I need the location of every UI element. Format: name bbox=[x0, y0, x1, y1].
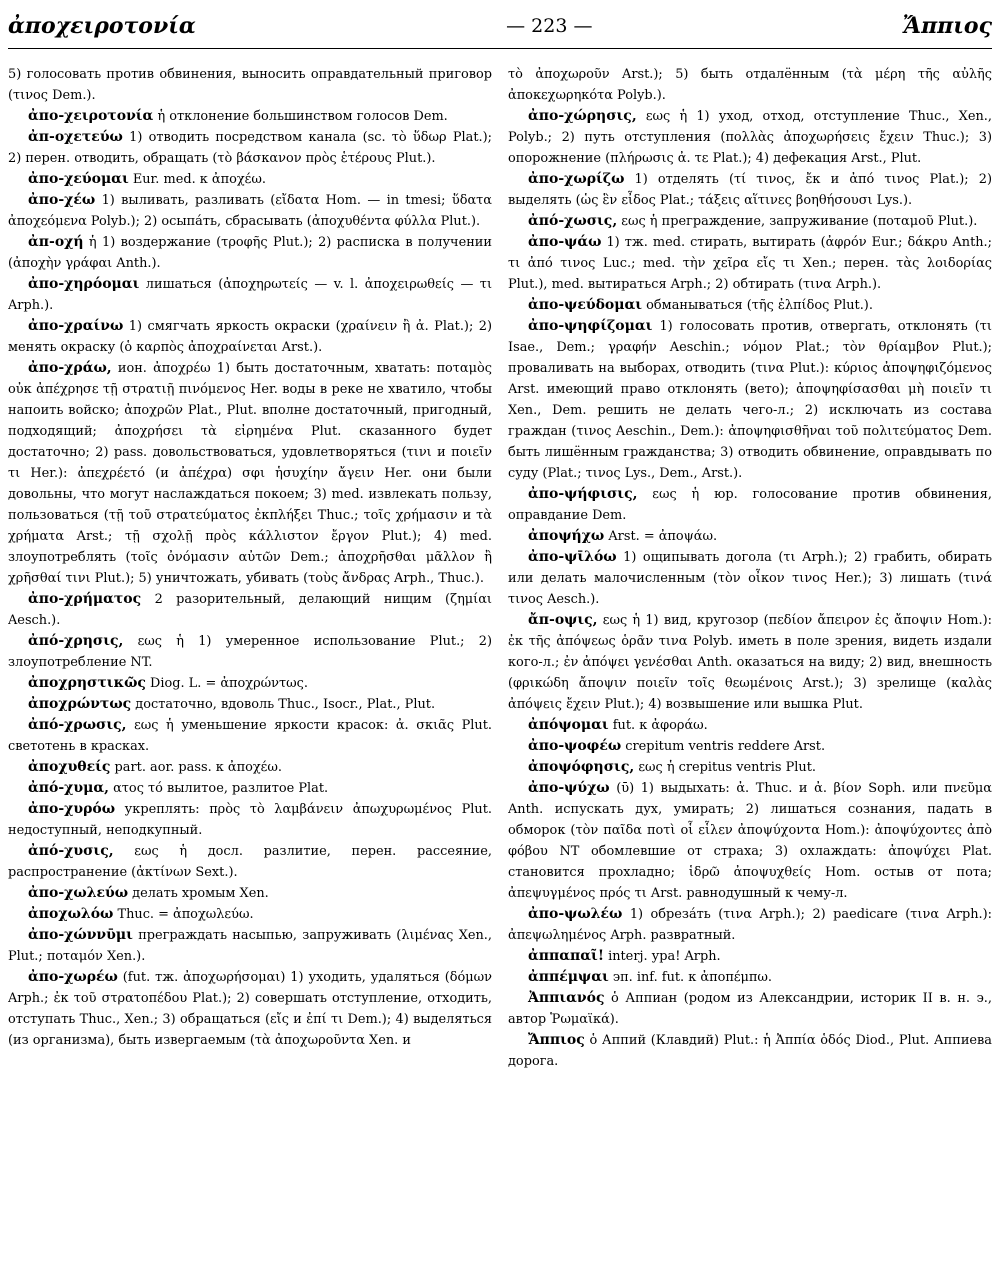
entry-headword: ἀπο-χώρησις, bbox=[528, 108, 637, 124]
dictionary-entry: ἀπο-χωρέω (fut. тж. ἀποχωρήσομαι) 1) уходить, удаляться (δόμων Arph.; ἐκ τοῦ στρατοπέδου Plat.); 2) совершать отступление, отходить, отступать Thuc., Xen.; 3) обращаться (εἴς и ἐπί τι Dem.); 4) выделяться (из организма), быть извергаемым (τὰ ἀποχωροῦντα Xen. и bbox=[8, 969, 492, 1048]
entry-headword: ἀπο-ψωλέω bbox=[528, 906, 623, 922]
header-rule bbox=[8, 48, 992, 49]
entry-headword: ἀποχρώντως bbox=[28, 696, 132, 712]
dictionary-entry: ἀπο-χρήματος 2 разорительный, делающий нищим (ζημίαι Aesch.). bbox=[8, 591, 492, 628]
entry-headword: ἀπο-ψήφισις, bbox=[528, 486, 638, 502]
dictionary-entry: τὸ ἀποχωροῦν Arst.); 5) быть отдалённым (τὰ μέρη τῆς αὐλῆς ἀποκεχωρηκότα Polyb.). bbox=[508, 67, 992, 103]
entry-headword: Ἄππιος bbox=[528, 1032, 585, 1048]
dictionary-entry: ἀπο-ψοφέω crepitum ventris reddere Arst. bbox=[528, 738, 826, 754]
entry-headword: ἀπο-ψεύδομαι bbox=[528, 297, 643, 313]
entry-headword: ἀπο-χωρίζω bbox=[528, 171, 625, 187]
entry-headword: ἀπ-οχή bbox=[28, 234, 84, 250]
running-head-right: Ἄππιος bbox=[902, 13, 992, 39]
dictionary-entry: ἀπόψομαι fut. к ἀφοράω. bbox=[528, 717, 708, 733]
dictionary-entry: ἀπό-χρησις, εως ἡ 1) умеренное использование Plut.; 2) злоупотребление NT. bbox=[8, 633, 492, 670]
dictionary-entry: ἀπό-χυμα, ατος τό вылитое, разлитое Plat. bbox=[28, 780, 329, 796]
page-header bbox=[8, 8, 992, 44]
entry-headword: ἀπο-ψύχω bbox=[528, 780, 610, 796]
entry-headword: ἄπ-οψις, bbox=[528, 612, 598, 628]
entry-headword: ἀπο-χράω, bbox=[28, 360, 112, 376]
dictionary-entry: ἀπό-χωσις, εως ἡ преграждение, запруживание (ποταμοῦ Plut.). bbox=[528, 213, 978, 229]
entry-headword: ἀπόψομαι bbox=[528, 717, 609, 733]
dictionary-entry: ἀπο-χώρησις, εως ἡ 1) уход, отход, отступление Thuc., Xen., Polyb.; 2) путь отступления (πολλὰς ἀποχωρήσεις ἔχειν Thuc.); 3) опорожнение (πλήρωσις ἀ. τε Plat.); 4) дефекация Arst., Plut. bbox=[508, 108, 992, 166]
dictionary-entry: ἀπο-χηρόομαι лишаться (ἀποχηρωτείς — v. l. ἀποχειρωθείς — τι Arph.). bbox=[8, 276, 492, 313]
dictionary-entry: ἀπ-οχή ἡ 1) воздержание (τροφῆς Plut.); 2) расписка в получении (ἀποχὴν γράφαι Anth.). bbox=[8, 234, 492, 271]
dictionary-entry: ἀπο-χωρίζω 1) отделять (τί τινος, ἔκ и ἀπό τινος Plat.); 2) выделять (ὡς ἓν εἶδος Plat.; τάξεις αἵτινες βοηθήσουσι Lys.). bbox=[508, 171, 992, 208]
dictionary-entry: ἀππαπαῖ! interj. ура! Arph. bbox=[528, 948, 721, 964]
entry-headword: ἀποψήχω bbox=[528, 528, 605, 544]
dictionary-entry: 5) голосовать против обвинения, выносить оправдательный приговор (τινος Dem.). bbox=[8, 67, 492, 103]
entry-headword: ἀποχωλόω bbox=[28, 906, 114, 922]
entry-headword: ἀπο-χραίνω bbox=[28, 318, 124, 334]
dictionary-entry: ἀπο-χράω, ион. ἀποχρέω 1) быть достаточным, хватать: ποταμὸς οὐκ ἀπέχρησε τῇ στρατιῇ πινόμενος Her. воды в реке не хватило, чтобы напоить войско; ἀποχρῶν Plat., Plut. вполне достаточный, пригодный, подходящий; ἀποχρήσει τὰ εἰρημένα Plut. сказанного будет достаточно; 2) pass. довольствоваться, удовлетворяться (τινι и ποιεῖν τι Her.): ἀπεχρέετό (и ἀπέχρα) σφι ἡσυχίην ἄγειν Her. они были довольны, что могут наслаждаться покоем; 3) med. извлекать пользу, пользоваться (τῇ τοῦ στρατεύματος ἐκπλήξει Thuc.; τοῖς χρήμασιν и τὰ χρήματα Arst.; τῇ σχολῇ πρὸς κάλλιστον ἔργον Plut.); 4) med. злоупотреблять (τοῖς ὀνόμασιν αὐτῶν Dem.; ἀποχρῆσθαι μᾶλλον ἢ χρῆσθαί τινι Plut.); 5) уничтожать, убивать (τοὺς ἄνδρας Arph., Thuc.). bbox=[8, 360, 492, 586]
dictionary-entry: Ἄππιος ὁ Аппий (Клавдий) Plut.: ἡ Ἀππία ὁδός Diod., Plut. Аппиева дорога. bbox=[508, 1032, 992, 1069]
page-number: — 223 — bbox=[506, 15, 593, 37]
dictionary-entry: ἄπ-οψις, εως ἡ 1) вид, кругозор (πεδίον ἄπειρον ἐς ἄποψιν Hom.): ἐκ τῆς ἀπόψεως ὁρᾶν τινα Polyb. иметь в поле зрения, видеть издали кого-л.; ἐν ἀπόψει γενέσθαι Anth. оказаться на виду; 2) вид, внешность (φρικώδη ἄποψιν ποιεῖν τοῖς θεωμένοις Arst.); 3) зрелище (καλὰς ἀπόψεις ἔχειν Plut.); 4) возвышение или вышка Plut. bbox=[508, 612, 992, 712]
entry-headword: ἀπο-ψοφέω bbox=[528, 738, 622, 754]
dictionary-entry: ἀπο-ψάω 1) тж. med. стирать, вытирать (ἀφρόν Eur.; δάκρυ Anth.; τι ἀπό τινος Luc.; med. τὴν χεῖρα εἴς τι Xen.; перен. τὰς λοιδορίας Plut.), med. вытираться Arph.; 2) обтирать (τινα Arph.). bbox=[508, 234, 992, 292]
dictionary-entry: ἀππέμψαι эп. inf. fut. к ἀποπέμπω. bbox=[528, 969, 772, 985]
dictionary-entry: ἀπο-χραίνω 1) смягчать яркость окраски (χραίνειν ἢ ἀ. Plat.); 2) менять окраску (ὁ καρπὸς ἀποχραίνεται Arst.). bbox=[8, 318, 492, 355]
entry-headword: ἀπο-χωλεύω bbox=[28, 885, 129, 901]
dictionary-entry: ἀπο-ψηφίζομαι 1) голосовать против, отвергать, отклонять (τι Isae., Dem.; γραφήν Aeschin.; νόμον Plat.; τὸν θρίαμβον Plut.); проваливать на выборах, отводить (τινα Plut.): κύριος ἀποψηφιζόμενος Arst. имеющий право отклонять (вето); ἀποψηφίσασθαι μὴ ποιεῖν τι Xen., Dem. решить не делать чего-л.; 2) исключать из состава граждан (τινος Aeschin., Dem.): ἀποψηφισθῆναι τοῦ πολιτεύματος Dem. быть лишённым гражданства; 3) отводить обвинение, оправдывать по суду (Plat.; τινος Lys., Dem., Arst.). bbox=[508, 318, 992, 481]
dictionary-entry: ἀπο-ψωλέω 1) обрезáть (τινα Arph.); 2) paedicare (τινα Arph.): ἀπεψωλημένος Arph. развратный. bbox=[508, 906, 992, 943]
left-column bbox=[8, 64, 492, 1276]
entry-headword: ἀπο-χηρόομαι bbox=[28, 276, 140, 292]
entry-headword: ἀπο-χεύομαι bbox=[28, 171, 129, 187]
entry-headword: ἀππαπαῖ! bbox=[528, 948, 604, 964]
entry-headword: ἀπο-χυρόω bbox=[28, 801, 116, 817]
entry-headword: ἀποψόφησις, bbox=[528, 759, 635, 775]
dictionary-entry: ἀποχρώντως достаточно, вдоволь Thuc., Isocr., Plat., Plut. bbox=[28, 696, 436, 712]
right-column bbox=[508, 64, 992, 1276]
dictionary-entry: ἀπο-ψεύδομαι обманываться (τῆς ἐλπίδος Plut.). bbox=[528, 297, 873, 313]
dictionary-entry: ἀπο-ψῑλόω 1) ощипывать догола (τι Arph.); 2) грабить, обирать или делать малочисленным (τὸν οἶκον τινος Her.); 3) лишать (τινά τινος Aesch.). bbox=[508, 549, 992, 607]
entry-headword: ἀπό-χρωσις, bbox=[28, 717, 127, 733]
dictionary-entry: ἀποχωλόω Thuc. = ἀποχωλεύω. bbox=[28, 906, 254, 922]
dictionary-entry: ἀπο-χέω 1) выливать, разливать (εἴδατα Hom. — in tmesi; ὕδατα ἀποχεόμενα Polyb.); 2) осыпáть, сбрасывать (ἀποχυθέντα φύλλα Plut.). bbox=[8, 192, 492, 229]
dictionary-entry: ἀποχυθείς part. aor. pass. к ἀποχέω. bbox=[28, 759, 282, 775]
entry-headword: ἀπό-χρησις, bbox=[28, 633, 124, 649]
running-head-left: ἀποχειροτονία bbox=[8, 13, 196, 39]
entry-headword: ἀποχρηστικῶς bbox=[28, 675, 146, 691]
dictionary-entry: ἀπο-χειροτονία ἡ отклонение большинством голосов Dem. bbox=[28, 108, 448, 124]
entry-headword: ἀπο-ψηφίζομαι bbox=[528, 318, 653, 334]
entry-headword: Ἀππιανός bbox=[528, 990, 605, 1006]
dictionary-entry: ἀπο-χωλεύω делать хромым Xen. bbox=[28, 885, 269, 901]
entry-headword: ἀπο-χωρέω bbox=[28, 969, 118, 985]
entry-headword: ἀπό-χυμα, bbox=[28, 780, 109, 796]
entry-headword: ἀπό-χυσις, bbox=[28, 843, 114, 859]
dictionary-entry: ἀπο-χυρόω укреплять: πρὸς τὸ λαμβάνειν ἀπωχυρωμένος Plut. недоступный, неподкупный. bbox=[8, 801, 492, 838]
entry-headword: ἀπο-χρήματος bbox=[28, 591, 142, 607]
dictionary-entry: ἀπο-χεύομαι Eur. med. к ἀποχέω. bbox=[28, 171, 266, 187]
dictionary-entry: ἀπ-οχετεύω 1) отводить посредством канала (sc. τὸ ὕδωρ Plat.); 2) перен. отводить, обращать (τὸ βάσκανον πρὸς ἑτέρους Plut.). bbox=[8, 129, 492, 166]
dictionary-entry: ἀποψήχω Arst. = ἀποψάω. bbox=[528, 528, 718, 544]
dictionary-entry: ἀπο-ψήφισις, εως ἡ юр. голосование против обвинения, оправдание Dem. bbox=[508, 486, 992, 523]
dictionary-entry: ἀπο-ψύχω (ῡ) 1) выдыхать: ἀ. Thuc. и ἀ. βίον Soph. или πνεῦμα Anth. испускать дух, умирать; 2) лишаться сознания, падать в обморок (τὸν παῖδα ποτὶ οἷ εἷλεν ἀποψύχοντα Hom.): ἀποψύχοντες ἀπὸ φόβου NT обомлевшие от страха; 3) охлаждать: ἀποψύχει Plat. становится прохладно; ἱδρῶ ἀποψυχθείς Hom. остыв от пота; ἀπεψυγμένος πρός τι Arst. равнодушный к чему-л. bbox=[508, 780, 992, 901]
entry-headword: ἀπό-χωσις, bbox=[528, 213, 618, 229]
entry-headword: ἀπο-χέω bbox=[28, 192, 96, 208]
entry-headword: ἀπ-οχετεύω bbox=[28, 129, 123, 145]
entry-headword: ἀππέμψαι bbox=[528, 969, 609, 985]
entry-headword: ἀπο-ψάω bbox=[528, 234, 602, 250]
dictionary-entry: ἀπο-χώννῡμι преграждать насыпью, запруживать (λιμένας Xen., Plut.; ποταμόν Xen.). bbox=[8, 927, 492, 964]
entry-headword: ἀπο-χειροτονία bbox=[28, 108, 154, 124]
dictionary-entry: ἀποχρηστικῶς Diog. L. = ἀποχρώντως. bbox=[28, 675, 308, 691]
dictionary-entry: ἀπό-χρωσις, εως ἡ уменьшение яркости красок: ἀ. σκιᾶς Plut. светотень в красках. bbox=[8, 717, 492, 754]
entry-headword: ἀποχυθείς bbox=[28, 759, 111, 775]
dictionary-entry: ἀποψόφησις, εως ἡ crepitus ventris Plut. bbox=[528, 759, 816, 775]
entry-headword: ἀπο-χώννῡμι bbox=[28, 927, 133, 943]
dictionary-entry: ἀπό-χυσις, εως ἡ досл. разлитие, перен. рассеяние, распространение (ἀκτίνων Sext.). bbox=[8, 843, 492, 880]
entry-headword: ἀπο-ψῑλόω bbox=[528, 549, 617, 565]
dictionary-entry: Ἀππιανός ὁ Аппиан (родом из Александрии, историк II в. н. э., автор Ῥωμαϊκά). bbox=[508, 990, 992, 1027]
